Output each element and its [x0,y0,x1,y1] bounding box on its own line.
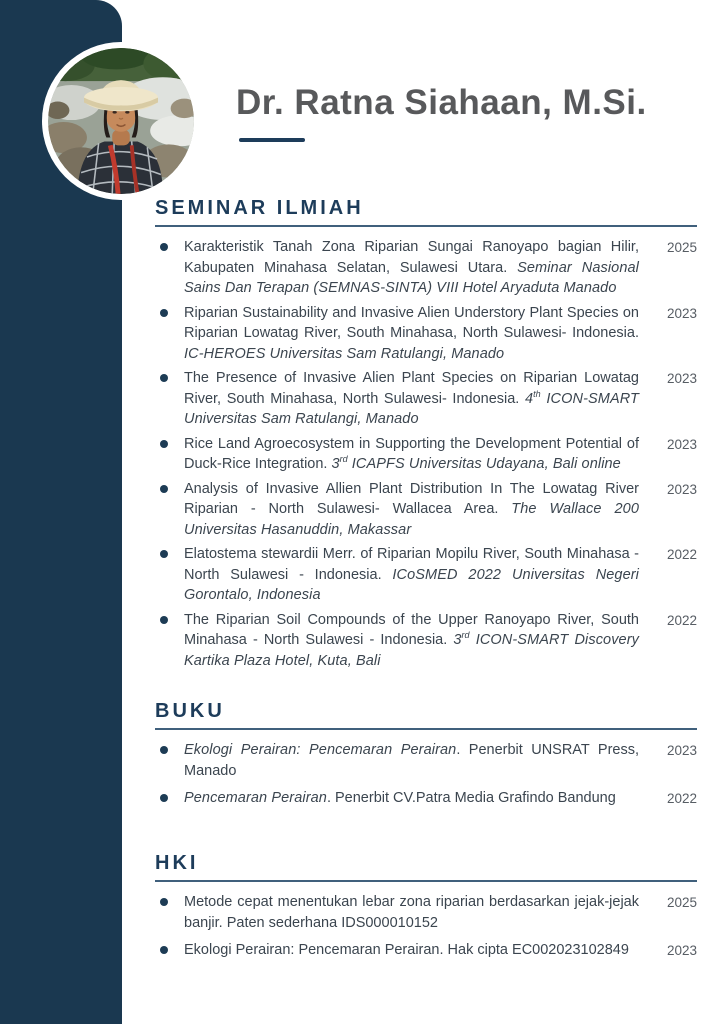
bullet-icon [160,794,168,802]
item-year: 2023 [666,481,697,497]
list-item [155,610,697,672]
section-hki [155,852,697,961]
bullet-icon [160,440,168,448]
section-divider [155,880,697,882]
section-divider [155,225,697,227]
hki-list [155,892,697,961]
item-text: The Presence of Invasive Alien Plant Species on Riparian Lowatag River, South Minahasa, North Sulawesi- Indonesia. 4th ICON-SMART Universitas Sam Ratulangi, Manado [184,370,639,427]
item-year: 2025 [666,895,697,910]
item-text: The Riparian Soil Compounds of the Upper Ranoyapo River, South Minahasa - North Sulawesi - Indonesia. 3rd ICON-SMART Discovery Kartika Plaza Hotel, Kuta, Bali [184,611,640,669]
item-year: 2023 [666,943,697,958]
list-item [155,892,697,933]
item-text: Metode cepat menentukan lebar zona riparian berdasarkan jejak-jejak banjir. Paten sederhana IDS000010152 [184,894,639,931]
item-year: 2023 [666,743,697,758]
seminar-list [155,237,697,671]
item-year: 2022 [666,791,697,806]
item-year: 2023 [666,436,697,452]
bullet-icon [160,616,168,624]
item-text: Analysis of Invasive Allien Plant Distribution In The Lowatag River Riparian - North Sulawesi- Wallacea Area. The Wallace 200 Universitas Hasanuddin, Makassar [184,480,639,538]
item-text: Rice Land Agroecosystem in Supporting the Development Potential of Duck-Rice Integration. 3rd ICAPFS Universitas Udayana, Bali online [184,435,639,472]
list-item [155,434,697,475]
item-year: 2022 [666,612,697,628]
section-seminar-ilmiah [155,197,697,671]
list-item [155,368,697,430]
list-item [155,940,697,961]
section-heading-hki: HKI [155,852,199,874]
item-text: Riparian Sustainability and Invasive Alien Understory Plant Species on Riparian Lowatag River, South Minahasa, North Sulawesi- Indonesia. IC-HEROES Universitas Sam Ratulangi, Manado [184,304,639,362]
section-divider [155,728,697,730]
list-item [155,303,697,365]
item-year: 2023 [666,305,697,321]
item-text: Ekologi Perairan: Pencemaran Perairan. Penerbit UNSRAT Press, Manado [184,742,639,779]
bullet-icon [160,309,168,317]
item-text: Elatostema stewardii Merr. of Riparian Mopilu River, South Minahasa - North Sulawesi - Indonesia. ICoSMED 2022 Universitas Negeri Gorontalo, Indonesia [184,546,640,603]
bullet-icon [160,946,168,954]
list-item [155,740,697,781]
list-item [155,788,697,809]
list-item [155,237,697,299]
item-text: Ekologi Perairan: Pencemaran Perairan. Hak cipta EC002023102849 [184,942,629,958]
section-heading-seminar: SEMINAR ILMIAH [155,197,364,219]
buku-list [155,740,697,809]
bullet-icon [160,550,168,558]
item-text: Pencemaran Perairan. Penerbit CV.Patra Media Grafindo Bandung [184,790,616,806]
page-title: Dr. Ratna Siahaan, M.Si. [236,83,647,122]
content [155,0,697,968]
bullet-icon [160,485,168,493]
list-item [155,479,697,541]
bullet-icon [160,374,168,382]
bullet-icon [160,898,168,906]
section-buku [155,700,697,809]
section-heading-buku: BUKU [155,700,225,722]
item-year: 2023 [666,371,697,386]
item-year: 2022 [666,547,697,562]
bullet-icon [160,746,168,754]
bullet-icon [160,243,168,251]
item-text: Karakteristik Tanah Zona Riparian Sungai Ranoyapo bagian Hilir, Kabupaten Minahasa Selatan, Sulawesi Utara. Seminar Nasional Sains Dan Terapan (SEMNAS-SINTA) VIII Hotel Aryaduta Manado [184,239,639,296]
item-year: 2025 [666,240,697,255]
list-item [155,544,697,606]
